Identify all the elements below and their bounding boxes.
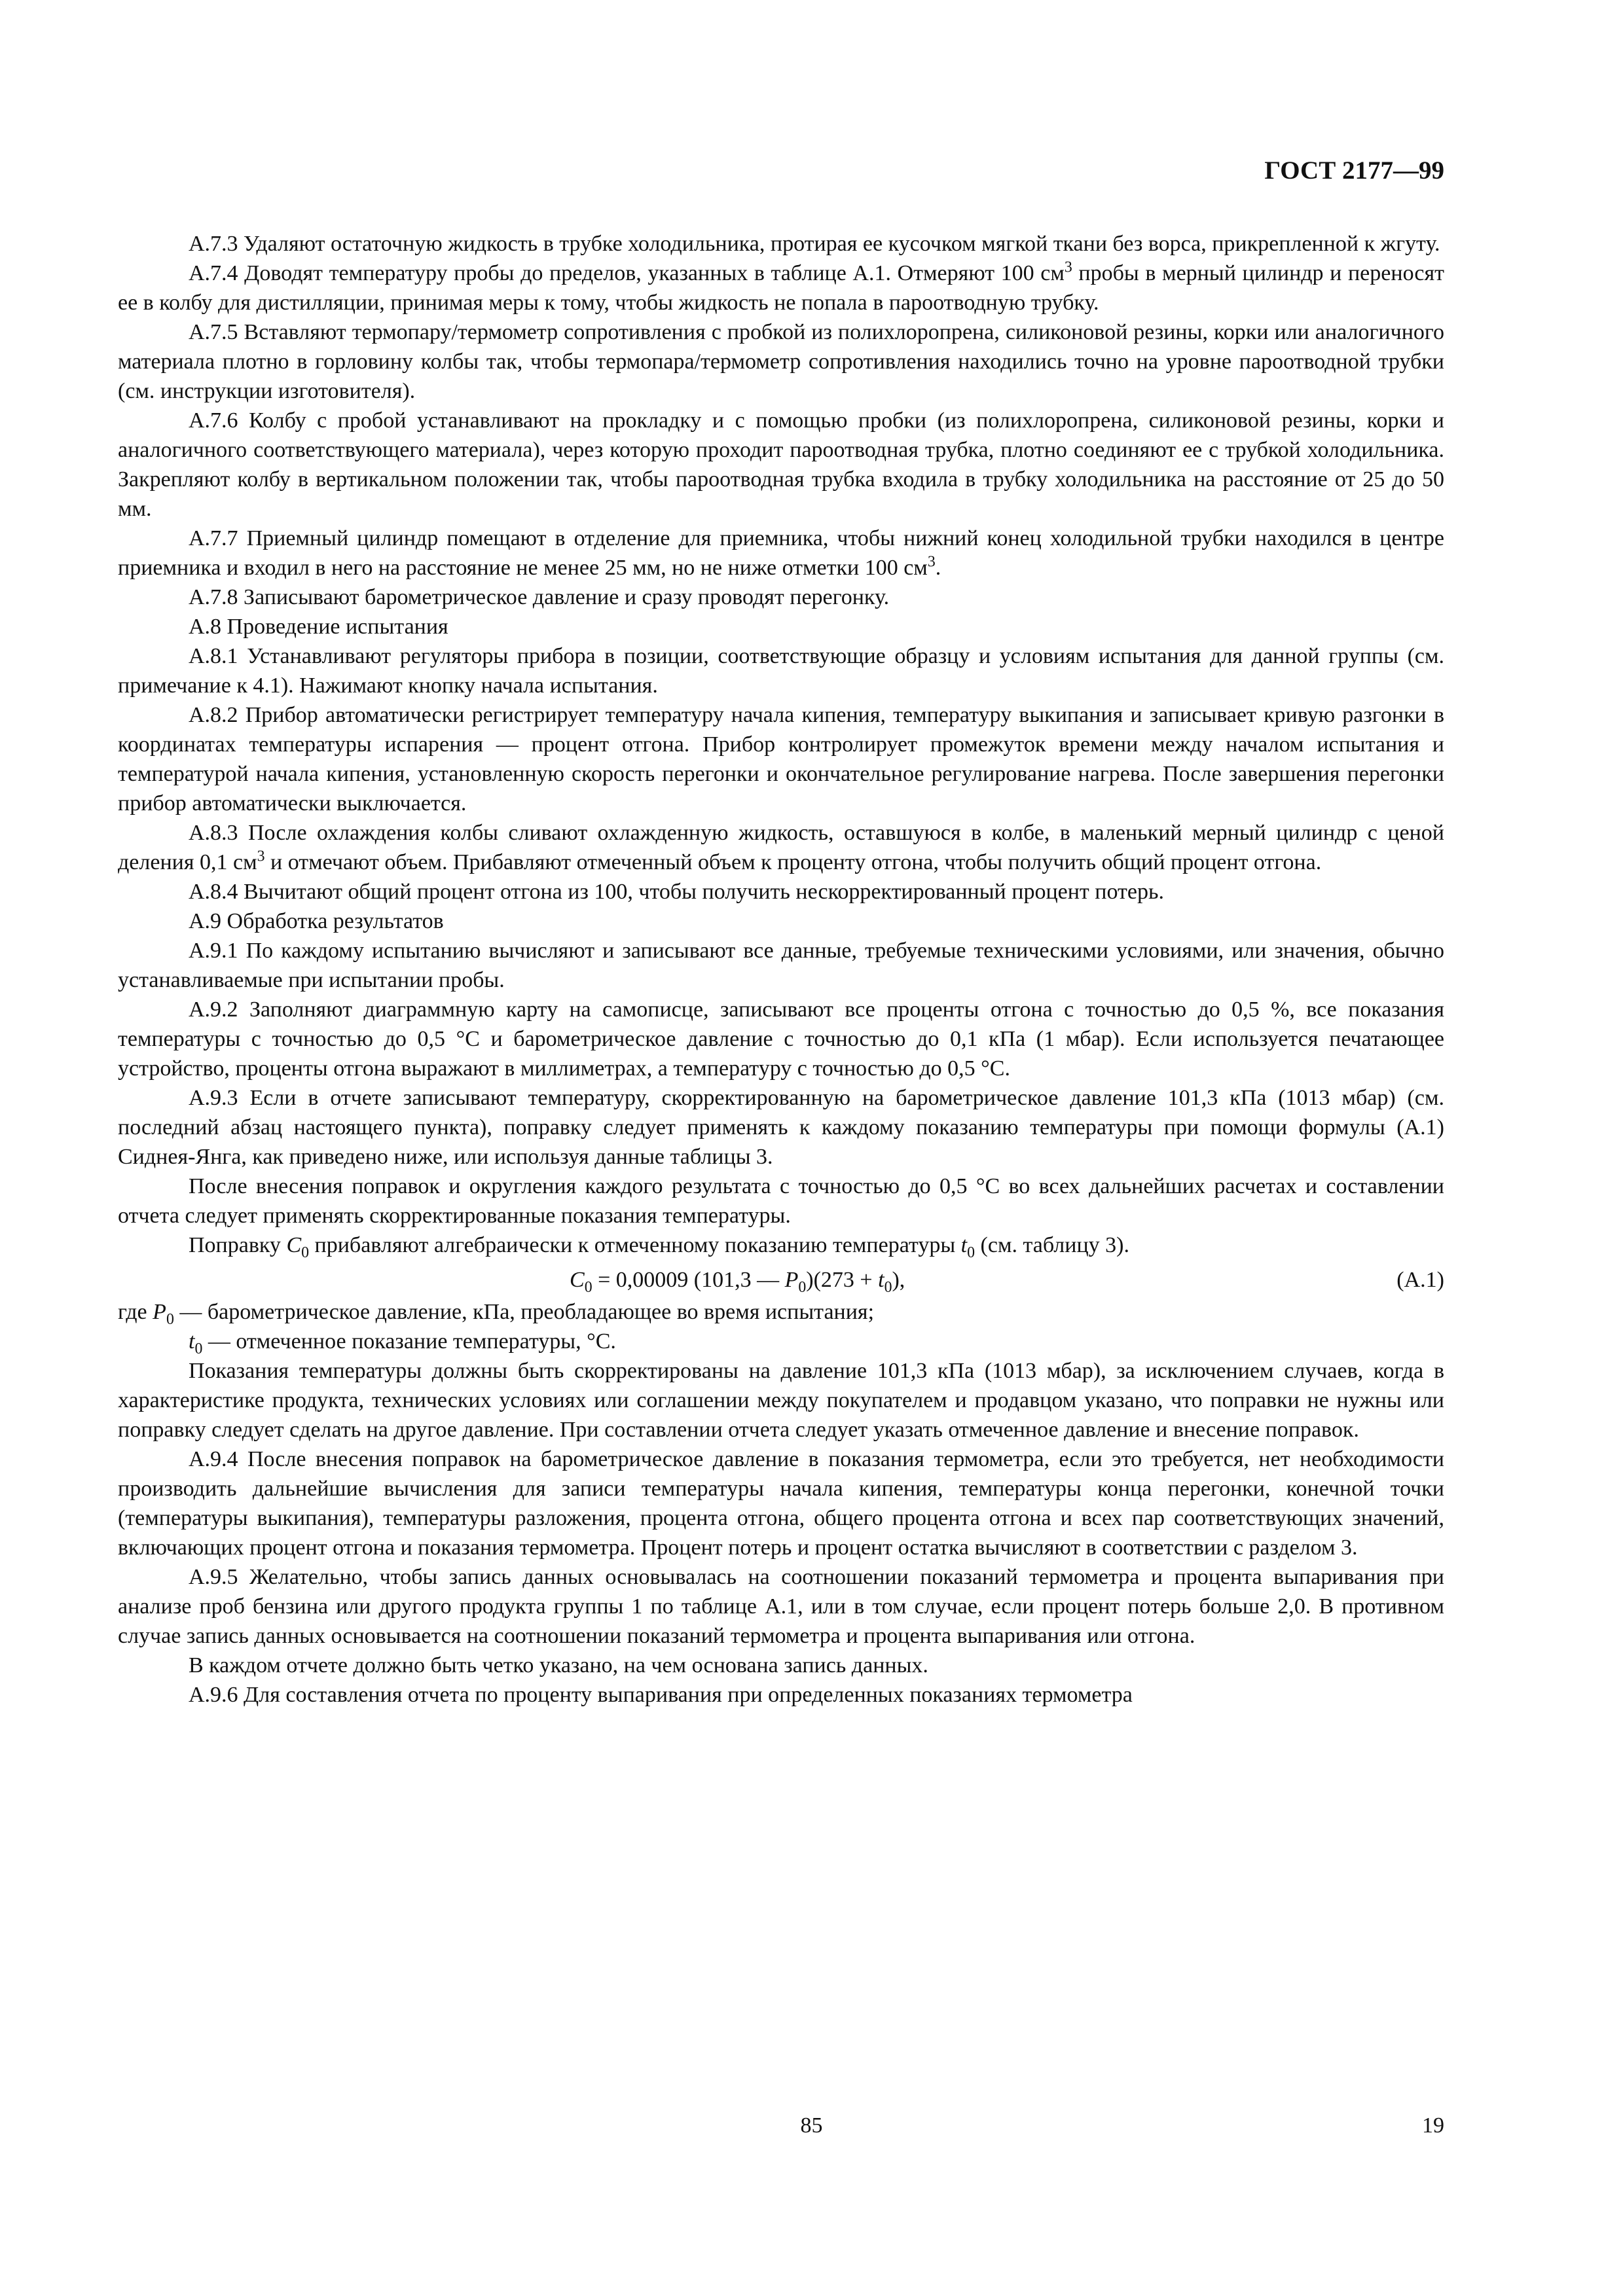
paragraph-a-9-1: А.9.1 По каждому испытанию вычисляют и записывают все данные, требуемые техническими условиями, или значения, обычно устанавливаемые при испытании пробы. xyxy=(118,939,1444,992)
paragraph-a-8-2: А.8.2 Прибор автоматически регистрирует температуру начала кипения, температуру выкипания и записывает кривую разгонки в координатах температуры испарения — процент отгона. Прибор контролирует промежуток времени между началом испытания и температурой начала кипения, установленную скорость перегонки и окончательное регулирование нагрева. После завершения перегонки прибор автоматически выключается. xyxy=(118,703,1444,816)
paragraph-a-9-2: А.9.2 Заполняют диаграммную карту на самописце, записывают все проценты отгона с точностью до 0,5 %, все показания температуры с точностью до 0,5 °С и барометрическое давление с точностью до 0,1 кПа (1 мбар). Если используется печатающее устройство, проценты отгона выражают в миллиметрах, а температуру с точностью до 0,5 °С. xyxy=(118,997,1444,1081)
paragraph-a-7-5: А.7.5 Вставляют термопару/термометр сопротивления с пробкой из полихлоропрена, силиконовой резины, корки или аналогичного материала плотно в горловину колбы так, чтобы термопара/термометр сопротивления находились точно на уровне пароотводной трубки (см. инструкции изготовителя). xyxy=(118,320,1444,403)
paragraph-a-9-5: А.9.5 Желательно, чтобы запись данных основывалась на соотношении показаний термометра и процента выпаривания при анализе проб бензина или другого продукта группы 1 по таблице А.1, или в том случае, если процент потерь больше 2,0. В противном случае запись данных основывается на соотношении показаний термометра и процента выпаривания или отгона. xyxy=(118,1565,1444,1648)
paragraph-a-9-6: А.9.6 Для составления отчета по проценту выпаривания при определенных показаниях термометра xyxy=(189,1683,1133,1707)
section-heading-a-8: А.8 Проведение испытания xyxy=(189,615,448,639)
paragraph-a-8-3: А.8.3 После охлаждения колбы сливают охлажденную жидкость, оставшуюся в колбе, в маленький мерный цилиндр с ценой деления 0,1 $см^3$ и отмечают объем. Прибавляют отмеченный объем к проценту отгона, чтобы получить общий процент отгона. xyxy=(118,821,1444,874)
formula-expression: $C_0 = 0,00009$ (101,3 — $P_0)(273 + t_0)$, xyxy=(570,1268,905,1296)
formula-number: (А.1) xyxy=(1396,1268,1444,1292)
paragraph-correction-c0: Поправку $C_0$ прибавляют алгебраически к отмеченному показанию температуры $t_0$ (см. таблицу 3). xyxy=(189,1233,1129,1261)
paragraph-a-8-4: А.8.4 Вычитают общий процент отгона из 100, чтобы получить нескорректированный процент потерь. xyxy=(189,880,1164,904)
where-line-t0: $t_0$ — отмеченное показание температуры, °С. xyxy=(189,1329,616,1357)
paragraph-a-7-6: А.7.6 Колбу с пробой устанавливают на прокладку и с помощью пробки (из полихлоропрена, силиконовой резины, корки и аналогичного соответствующего материала), через которую проходит пароотводная трубка, плотно соединяют ее с трубкой холодильника. Закрепляют колбу в вертикальном положении так, чтобы пароотводная трубка входила в трубку холодильника на расстояние от 25 до 50 мм. xyxy=(118,408,1444,521)
paragraph-corrections: После внесения поправок и округления каждого результата с точностью до 0,5 °С во всех дальнейших расчетах и составлении отчета следует применять скорректированные показания температуры. xyxy=(118,1174,1444,1228)
paragraph-a-9-3: А.9.3 Если в отчете записывают температуру, скорректированную на барометрическое давление 101,3 кПа (1013 мбар) (см. последний абзац настоящего пункта), поправку следует применять к каждому показанию температуры при помощи формулы (А.1) Сиднея-Янга, как приведено ниже, или используя данные таблицы 3. xyxy=(118,1086,1444,1169)
paragraph-a-7-3: А.7.3 Удаляют остаточную жидкость в трубке холодильника, протирая ее кусочком мягкой ткани без ворса, прикрепленной к жгуту. xyxy=(189,232,1440,256)
paragraph-a-7-4: А.7.4 Доводят температуру пробы до пределов, указанных в таблице А.1. Отмеряют 100 $см^3$ пробы в мерный цилиндр и переносят ее в колбу для дистилляции, принимая меры к тому, чтобы жидкость не попала в пароотводную трубку. xyxy=(118,259,1444,315)
where-line-p0: где $P_0$ — барометрическое давление, кПа, преобладающее во время испытания; xyxy=(118,1300,875,1328)
paragraph-a-9-4: А.9.4 После внесения поправок на барометрическое давление в показания термометра, если это требуется, нет необходимости производить дальнейшие вычисления для записи температуры начала кипения, температуры конца перегонки, конечной точки (температуры выкипания), температуры разложения, процента отгона, общего процента отгона и всех пар соответствующих значений, включающих процент отгона и показания термометра. Процент потерь и процент остатка вычисляют в соответствии с разделом 3. xyxy=(118,1447,1444,1560)
paragraph-a-7-7: А.7.7 Приемный цилиндр помещают в отделение для приемника, чтобы нижний конец холодильной трубки находился в центре приемника и входил в него на расстояние не менее 25 мм, но не ниже отметки 100 $см^3$. xyxy=(118,526,1444,580)
paragraph-a-7-8: А.7.8 Записывают барометрическое давление и сразу проводят перегонку. xyxy=(189,585,890,609)
paragraph-pressure-correction: Показания температуры должны быть скорректированы на давление 101,3 кПа (1013 мбар), за исключением случаев, когда в характеристике продукта, технических условиях или соглашении между покупателем и продавцом указано, что поправки не нужны или поправку следует сделать на другое давление. При составлении отчета следует указать отмеченное давление и внесение поправок. xyxy=(118,1359,1444,1442)
page-number-right: 19 xyxy=(1422,2113,1444,2138)
formula-a-1 xyxy=(118,1265,1444,1295)
document-header: ГОСТ 2177—99 xyxy=(1264,156,1444,185)
section-heading-a-9: А.9 Обработка результатов xyxy=(189,909,444,933)
body-text xyxy=(118,229,1444,1710)
page-number-center: 85 xyxy=(800,2113,823,2138)
paragraph-a-8-1: А.8.1 Устанавливают регуляторы прибора в позиции, соответствующие образцу и условиям испытания для данной группы (см. примечание к 4.1). Нажимают кнопку начала испытания. xyxy=(118,644,1444,698)
paragraph-report-basis: В каждом отчете должно быть четко указано, на чем основана запись данных. xyxy=(189,1653,928,1677)
